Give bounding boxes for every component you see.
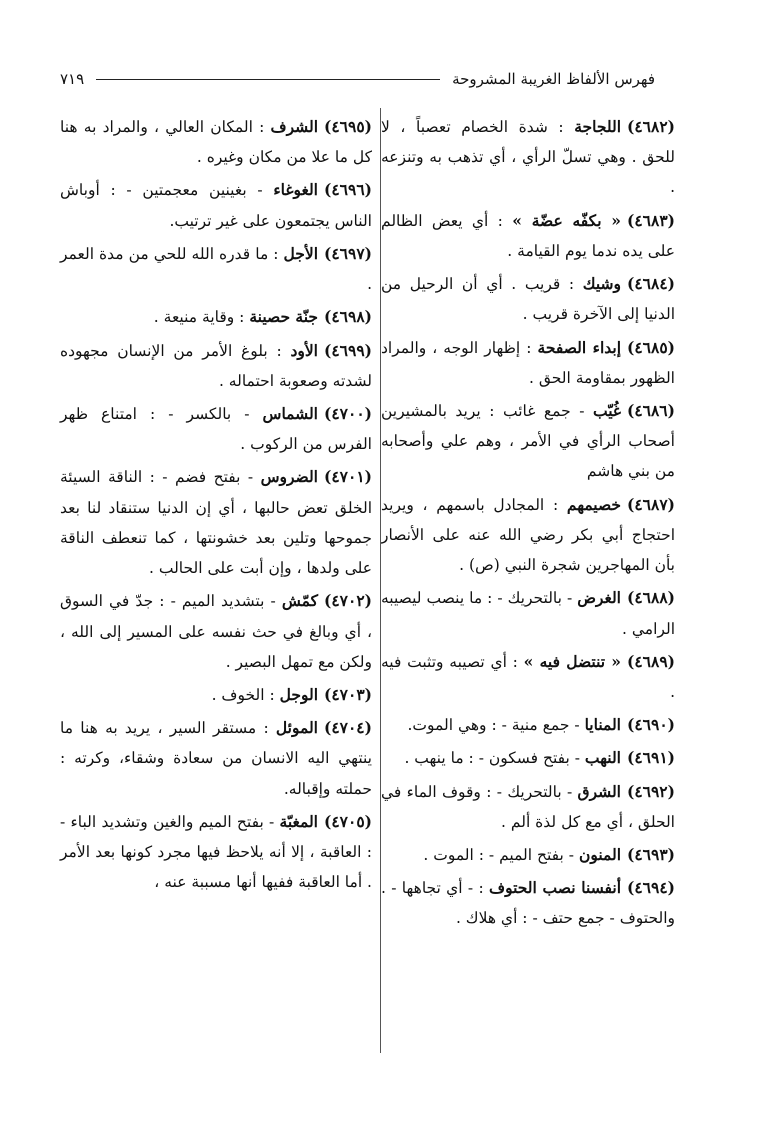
entry-number: (٤٦٩٢) [626, 781, 675, 801]
entry-number: (٤٦٨٥) [627, 337, 676, 357]
entry-term: الغرض [577, 588, 621, 608]
glossary-entry [381, 490, 675, 581]
entry-number: (٤٦٨٩) [627, 651, 675, 671]
entry-definition: - بتشديد الميم - : جدّ في السوق ، أي وبالغ في حث نفسه على المسير إلى الله ، ولكن مع تمهل البصير . [60, 592, 372, 671]
entry-term: النهب [584, 748, 621, 768]
glossary-entry [60, 302, 372, 332]
entry-definition: - بالكسر - : امتناع ظهر الفرس من الركوب . [60, 404, 372, 454]
glossary-entry [381, 112, 675, 203]
entry-number: (٤٦٨٣) [627, 210, 675, 230]
glossary-entry [60, 807, 372, 898]
entry-definition: : الخوف . [211, 685, 275, 704]
entry-definition: : شدة الخصام تعصباً ، لا للحق . وهي تسلّ الرأي ، أي تذهب به وتنزعه . [381, 118, 675, 197]
entry-term: المنايا [584, 715, 621, 735]
glossary-entry [60, 112, 372, 172]
entry-number: (٤٧٠٥) [324, 811, 372, 831]
entry-term: الموئل [275, 718, 318, 738]
entry-definition: : المكان العالي ، والمراد به هنا كل ما علا من مكان وغيره . [60, 118, 372, 167]
glossary-entry [60, 399, 372, 459]
entry-number: (٤٦٨٧) [627, 494, 675, 514]
entry-term: الشرف [270, 117, 319, 136]
entry-term: وشيك [582, 274, 621, 294]
entry-number: (٤٧٠٤) [323, 718, 372, 738]
entry-term: كمّش [281, 591, 318, 611]
entry-definition: : أي تصيبه وتثبت فيه . [381, 652, 675, 701]
entry-term: إبداء الصفحة [537, 337, 622, 357]
entry-term: المنون [578, 845, 621, 865]
entry-definition: - جمع منية - : وهي الموت. [407, 716, 580, 735]
entry-number: (٤٧٠٣) [324, 684, 372, 704]
entry-definition: - جمع غائب : يريد بالمشيرين أصحاب الرأي في الأمر ، وهم علي وأصحابه من بني هاشم [381, 401, 675, 481]
entry-definition: - بفتح فضم - : الناقة السيئة الخلق تعض حالبها ، أي إن الدنيا ستنقاد لنا بعد جموحها وتلين بعد خشونتها ، كما تنعطف الناقة على ولدها ، وإن أبت على الحالب . [60, 468, 372, 578]
glossary-entry [381, 396, 675, 487]
entry-definition: : مستقر السير ، يريد به هنا ما ينتهي اليه الانسان من سعادة وشقاء، وكرته : حملته وإقباله. [60, 719, 372, 798]
glossary-entry [381, 206, 675, 266]
entry-definition: - بفتح فسكون - : ما ينهب . [404, 749, 580, 768]
entry-definition: : بلوغ الأمر من الإنسان مجهوده لشدته وصعوبة احتماله . [60, 341, 372, 390]
glossary-entry [381, 873, 675, 933]
entry-number: (٤٦٩٨) [324, 307, 372, 327]
entry-term: الغوغاء [273, 180, 318, 200]
entry-term: الشماس [262, 403, 318, 423]
entry-number: (٤٧٠٠) [324, 403, 372, 423]
entry-definition: : إظهار الوجه ، والمراد الظهور بمقاومة الحق . [381, 338, 675, 387]
entry-definition: - بالتحريك - : ما ينصب ليصيبه الرامي . [381, 589, 675, 638]
entry-term: « بكفّه عضّة » [512, 210, 621, 230]
entry-definition: - بفتح الميم - : الموت . [423, 846, 574, 865]
column-divider [380, 108, 381, 1053]
entry-term: أنفسنا نصب الحتوف [489, 878, 622, 898]
glossary-entry [60, 586, 372, 677]
entry-number: (٤٦٩٠) [627, 715, 675, 735]
entry-term: اللجاجة [574, 117, 621, 136]
glossary-entry [381, 333, 675, 393]
glossary-entry [60, 680, 372, 710]
entry-definition: : وقاية منيعة . [153, 308, 245, 327]
entry-number: (٤٦٨٨) [627, 588, 675, 608]
entry-definition: : - أي تجاهها - . والحتوف - جمع حتف - : أي هلاك . [381, 879, 675, 928]
entry-term: خصيمهم [566, 494, 621, 514]
entry-term: الشرق [577, 781, 621, 801]
glossary-entry [60, 175, 372, 235]
entry-number: (٤٦٨٦) [626, 400, 675, 420]
entry-number: (٤٦٩١) [627, 748, 675, 768]
entry-number: (٤٦٩٣) [627, 845, 675, 865]
entry-number: (٤٦٩٦) [324, 180, 372, 200]
entry-term: الضروس [260, 467, 318, 487]
glossary-entry [381, 743, 675, 773]
page-header [60, 64, 655, 94]
header-rule [96, 78, 440, 80]
entry-number: (٤٦٨٢) [627, 117, 675, 136]
entry-number: (٤٦٩٩) [324, 340, 372, 360]
entry-definition: - بغينين معجمتين - : أوباش الناس يجتمعون على غير ترتيب. [60, 181, 372, 230]
glossary-entry [381, 777, 675, 837]
running-title: فهرس الألفاظ الغريبة المشروحة [452, 70, 655, 88]
glossary-entry [60, 713, 372, 804]
entry-term: المغبّة [279, 811, 318, 831]
glossary-entry [60, 239, 372, 299]
entry-definition: : قريب . أي أن الرحيل من الدنيا إلى الآخرة قريب . [381, 275, 675, 324]
entry-definition: - بالتحريك - : وقوف الماء في الحلق ، أي مع كل لذة ألم . [381, 782, 675, 831]
glossary-entry [381, 583, 675, 643]
entry-term: جنّة حصينة [249, 307, 318, 327]
entry-number: (٤٧٠١) [324, 467, 372, 487]
entry-term: غُيّب [592, 400, 621, 420]
entry-number: (٤٦٩٧) [324, 243, 372, 263]
glossary-entry [60, 336, 372, 396]
entry-term: « تنتضل فيه » [523, 651, 621, 671]
entry-term: الوجل [279, 684, 318, 704]
page-number: ٧١٩ [60, 70, 85, 88]
entry-term: الأود [290, 340, 318, 360]
right-column [381, 112, 675, 937]
entry-term: الأجل [283, 243, 318, 263]
left-column [60, 112, 372, 900]
entry-definition: : أي يعض الظالم على يده ندما يوم القيامة . [381, 211, 675, 260]
entry-definition: : ما قدره الله للحي من مدة العمر . [60, 244, 372, 294]
glossary-entry [381, 647, 675, 707]
entry-number: (٤٦٩٥) [324, 117, 373, 136]
entry-number: (٤٦٩٤) [627, 878, 676, 898]
entry-definition: - بفتح الميم والغين وتشديد الباء - : العاقبة ، إلا أنه يلاحظ فيها مجرد كونها بعد الأمر . أما العاقبة ففيها أنها مسببة عنه ، [60, 812, 372, 892]
glossary-entry [381, 840, 675, 870]
glossary-entry [381, 710, 675, 740]
entry-number: (٤٧٠٢) [324, 591, 372, 611]
glossary-entry [60, 462, 372, 583]
entry-number: (٤٦٨٤) [627, 274, 675, 294]
glossary-entry [381, 269, 675, 329]
entry-definition: : المجادل باسمهم ، ويريد احتجاج أبي بكر رضي الله عنه على الأنصار بأن المهاجرين شجرة النبي (ص) . [381, 495, 675, 575]
